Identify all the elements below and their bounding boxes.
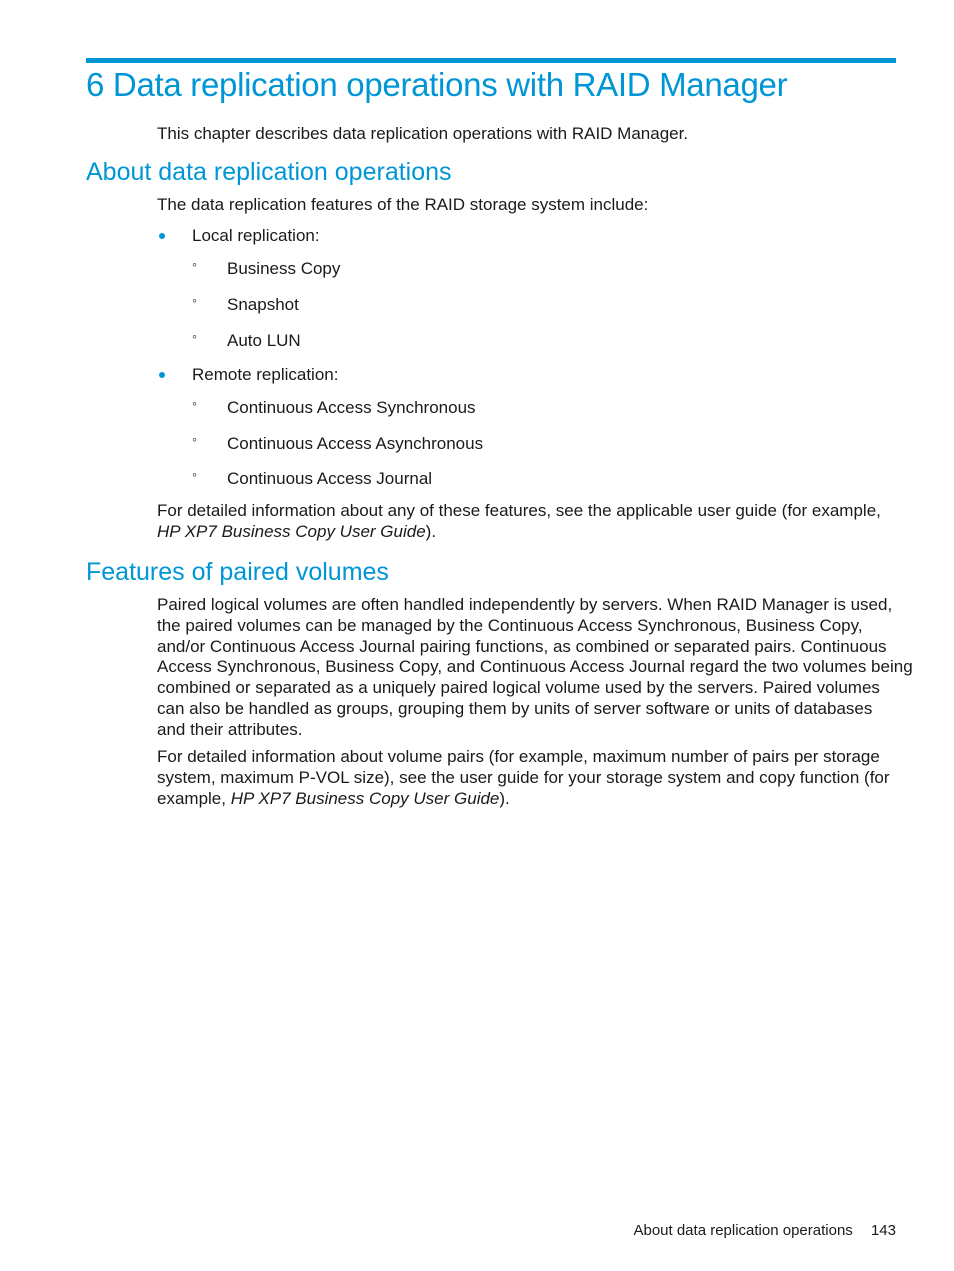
- about-closing-paragraph: [157, 501, 899, 543]
- list-item-label: Local replication:: [192, 226, 320, 245]
- bullet-icon: [159, 233, 165, 239]
- features-paragraph-2: [157, 747, 899, 809]
- chapter-intro: This chapter describes data replication operations with RAID Manager.: [157, 124, 689, 143]
- about-lead-paragraph: The data replication features of the RAID storage system include:: [157, 195, 649, 214]
- sub-list-item-label: Continuous Access Asynchronous: [227, 434, 484, 453]
- features-paragraph-1: [157, 595, 913, 741]
- sub-list-item-label: Continuous Access Journal: [227, 469, 433, 488]
- paragraph-text: For detailed information about any of these features, see the applicable user guide (for example,: [157, 501, 881, 520]
- page-footer: [633, 1222, 896, 1239]
- footer-section-title: About data replication operations: [633, 1222, 853, 1239]
- chapter-top-rule: [86, 58, 896, 63]
- bullet-icon: [159, 372, 165, 378]
- paragraph-text: ).: [425, 521, 437, 541]
- sub-list-item-label: Continuous Access Synchronous: [227, 398, 476, 417]
- paragraph-line: Paired logical volumes are often handled independently by servers. When RAID Manager is used,: [157, 595, 893, 614]
- sub-list-item-label: Business Copy: [227, 259, 341, 278]
- sub-bullet-icon: ◦: [192, 395, 197, 411]
- sub-list-item-label: Snapshot: [227, 295, 299, 314]
- paragraph-line: and/or Continuous Access Journal pairing functions, as combined or separated pairs. Continuous: [157, 636, 887, 656]
- sub-bullet-icon: ◦: [192, 328, 197, 344]
- paragraph-text: ).: [499, 788, 510, 808]
- guide-reference: HP XP7 Business Copy User Guide: [230, 788, 500, 808]
- sub-bullet-icon: ◦: [192, 256, 197, 272]
- sub-bullet-icon: ◦: [192, 431, 197, 447]
- sub-bullet-icon: ◦: [192, 292, 197, 308]
- paragraph-line: combined or separated as a uniquely paired logical volume used by the servers. Paired volumes: [157, 678, 880, 698]
- paragraph-line: Access Synchronous, Business Copy, and Continuous Access Journal regard the two volumes being: [157, 657, 913, 677]
- guide-reference: HP XP7 Business Copy User Guide: [157, 521, 426, 541]
- section-heading-features: Features of paired volumes: [86, 558, 389, 586]
- paragraph-line: the paired volumes can be managed by the Continuous Access Synchronous, Business Copy,: [157, 615, 863, 635]
- paragraph-line: can also be handled as groups, grouping them by units of server software or units of databases: [157, 698, 873, 718]
- paragraph-line: and their attributes.: [157, 719, 303, 739]
- paragraph-line: system, maximum P-VOL size), see the user guide for your storage system and copy function (for: [157, 767, 890, 787]
- chapter-title: 6 Data replication operations with RAID Manager: [86, 66, 788, 103]
- paragraph-line: For detailed information about volume pairs (for example, maximum number of pairs per storage: [157, 747, 880, 766]
- paragraph-line: example,: [157, 788, 226, 808]
- page-number: 143: [870, 1222, 896, 1239]
- section-heading-about: About data replication operations: [86, 158, 452, 186]
- sub-bullet-icon: ◦: [192, 466, 197, 482]
- sub-list-item-label: Auto LUN: [227, 331, 301, 350]
- list-item-label: Remote replication:: [192, 365, 339, 384]
